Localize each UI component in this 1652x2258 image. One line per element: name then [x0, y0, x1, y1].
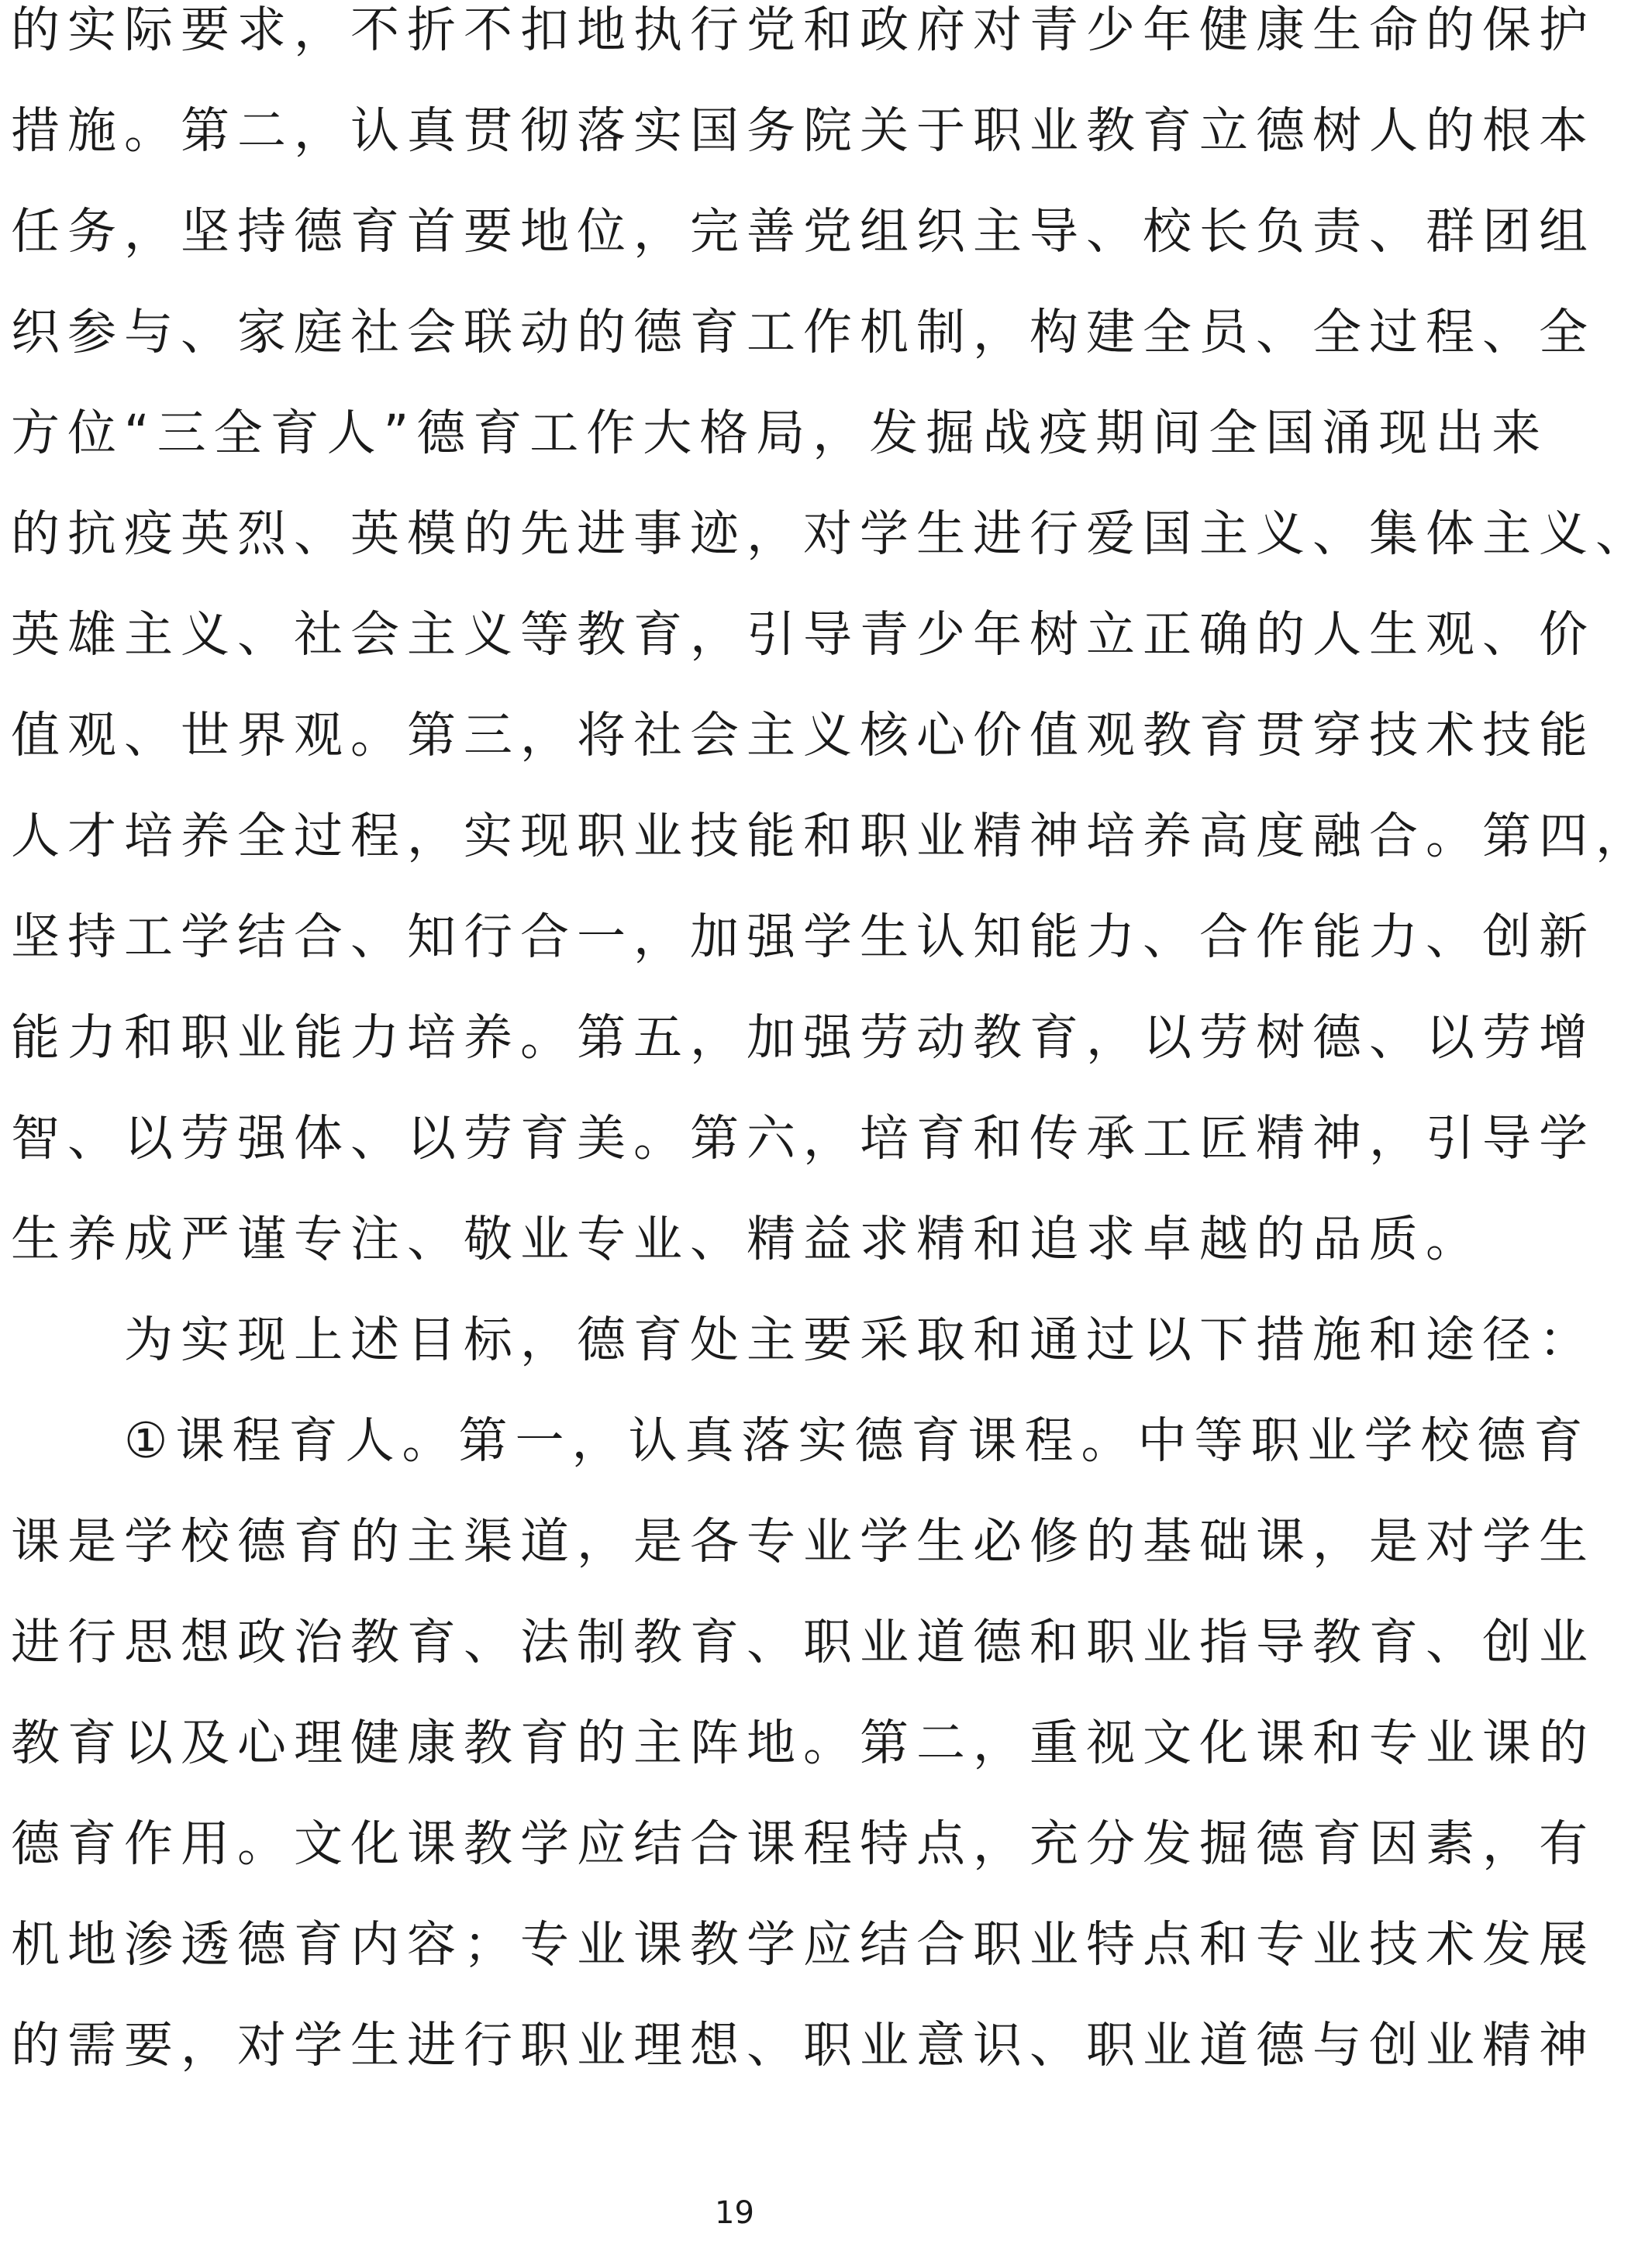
- text-line: 织参与、家庭社会联动的德育工作机制，构建全员、全过程、全: [11, 304, 1595, 360]
- text-line: 智、以劳强体、以劳育美。第六，培育和传承工匠精神，引导学: [11, 1110, 1595, 1167]
- text-line: 生养成严谨专注、敬业专业、精益求精和追求卓越的品质。: [11, 1211, 1482, 1267]
- paragraph-intro-line: ①课程育人。第一，认真落实德育课程。中等职业学校德育: [11, 1412, 1591, 1469]
- paragraph-intro-line: 为实现上述目标，德育处主要采取和通过以下措施和途径：: [11, 1312, 1595, 1368]
- text-line: 教育以及心理健康教育的主阵地。第二，重视文化课和专业课的: [11, 1715, 1595, 1771]
- text-line: 的抗疫英烈、英模的先进事迹，对学生进行爱国主义、集体主义、: [11, 505, 1652, 562]
- text-line: 措施。第二，认真贯彻落实国务院关于职业教育立德树人的根本: [11, 102, 1595, 159]
- body-text: [11, 0, 1652, 2116]
- text-line: 英雄主义、社会主义等教育，引导青少年树立正确的人生观、价: [11, 606, 1595, 663]
- text-line: 课是学校德育的主渠道，是各专业学生必修的基础课，是对学生: [11, 1513, 1595, 1570]
- text-line: 机地渗透德育内容；专业课教学应结合职业特点和专业技术发展: [11, 1916, 1595, 1973]
- text-line: 进行思想政治教育、法制教育、职业道德和职业指导教育、创业: [11, 1614, 1595, 1670]
- text-line: 的实际要求，不折不扣地执行党和政府对青少年健康生命的保护: [11, 2, 1595, 58]
- text-line: 值观、世界观。第三，将社会主义核心价值观教育贯穿技术技能: [11, 707, 1595, 764]
- page-number: 19: [715, 2195, 754, 2231]
- text-line: 方位“三全育人”德育工作大格局，发掘战疫期间全国涌现出来: [11, 405, 1549, 461]
- text-line: 坚持工学结合、知行合一，加强学生认知能力、合作能力、创新: [11, 908, 1595, 965]
- text-line: 的需要，对学生进行职业理想、职业意识、职业道德与创业精神: [11, 2017, 1595, 2074]
- text-line: 能力和职业能力培养。第五，加强劳动教育，以劳树德、以劳增: [11, 1009, 1595, 1066]
- text-line: 人才培养全过程，实现职业技能和职业精神培养高度融合。第四，: [11, 808, 1652, 864]
- text-line: 德育作用。文化课教学应结合课程特点，充分发掘德育因素，有: [11, 1815, 1595, 1872]
- text-line: 任务，坚持德育首要地位，完善党组织主导、校长负责、群团组: [11, 203, 1595, 260]
